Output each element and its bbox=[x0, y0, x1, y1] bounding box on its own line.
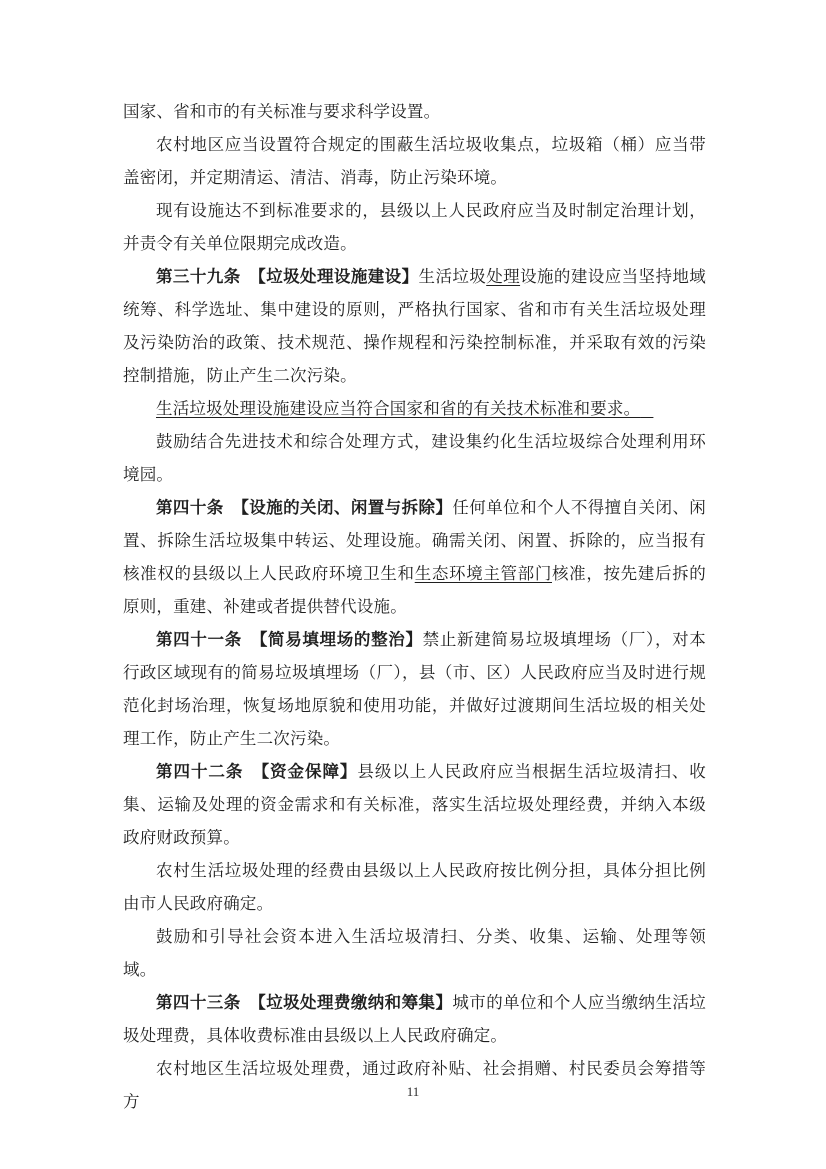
body-text: 任何单位和个人不得擅自关闭、闲置、拆除生活垃圾集中转运、处理设施。确需关闭、闲置、拆除的，应当报有核准权的县级以上人民政府环境卫生和 bbox=[123, 498, 706, 583]
paragraph bbox=[123, 491, 706, 623]
article-heading: 第三十九条 【垃圾处理设施建设】 bbox=[156, 267, 419, 286]
article-heading: 第四十一条 【简易填埋场的整治】 bbox=[156, 630, 423, 649]
body-text: 农村地区应当设置符合规定的围蔽生活垃圾收集点，垃圾箱（桶）应当带盖密闭，并定期清运、清洁、消毒，防止污染环境。 bbox=[123, 135, 706, 187]
underlined-text: 处理 bbox=[486, 267, 521, 286]
body-text: 县级以上人民政府应当根据生活垃圾清扫、收集、运输及处理的资金需求和有关标准，落实生活垃圾处理经费，并纳入本级政府财政预算。 bbox=[123, 762, 707, 847]
paragraph bbox=[123, 854, 706, 920]
body-text: 国家、省和市的有关标准与要求科学设置。 bbox=[123, 102, 441, 121]
paragraph bbox=[123, 128, 706, 194]
article-heading: 第四十条 【设施的关闭、闲置与拆除】 bbox=[156, 498, 453, 517]
body-text: 农村地区生活垃圾处理费，通过政府补贴、社会捐赠、村民委员会筹措等方 bbox=[123, 1059, 706, 1111]
body-text: 禁止新建简易垃圾填埋场（厂），对本行政区域现有的简易垃圾填埋场（厂），县（市、区）人民政府应当及时进行规范化封场治理，恢复场地原貌和使用功能，并做好过渡期间生活垃圾的相关处理工作，防止产生二次污染。 bbox=[123, 630, 707, 748]
underlined-text: 生活垃圾处理设施建设应当符合国家和省的有关技术标准和要求。 bbox=[156, 399, 641, 418]
paragraph bbox=[123, 425, 706, 491]
body-text: 核准，按先建后拆的原则，重建、补建或者提供替代设施。 bbox=[123, 564, 706, 616]
body-text: 农村生活垃圾处理的经费由县级以上人民政府按比例分担，具体分担比例由市人民政府确定。 bbox=[123, 861, 706, 913]
body-text: 城市的单位和个人应当缴纳生活垃圾处理费，具体收费标准由县级以上人民政府确定。 bbox=[123, 993, 706, 1045]
paragraph bbox=[123, 260, 706, 392]
body-text: 鼓励和引导社会资本进入生活垃圾清扫、分类、收集、运输、处理等领域。 bbox=[123, 927, 706, 979]
paragraph bbox=[123, 920, 706, 986]
underlined-text: 生态环境主管部门 bbox=[414, 564, 552, 583]
body-text: 现有设施达不到标准要求的，县级以上人民政府应当及时制定治理计划，并责令有关单位限期完成改造。 bbox=[123, 201, 706, 253]
paragraph bbox=[123, 986, 706, 1052]
paragraph bbox=[123, 392, 706, 425]
paragraph bbox=[123, 755, 706, 854]
article-heading: 第四十三条 【垃圾处理费缴纳和筹集】 bbox=[156, 993, 453, 1012]
document-body bbox=[123, 95, 706, 1118]
body-text: 设施的建设应当坚持地域统筹、科学选址、集中建设的原则，严格执行国家、省和市有关生活垃圾处理及污染防治的政策、技术规范、操作规程和污染控制标准，并采取有效的污染控制措施，防止产生二次污染。 bbox=[123, 267, 707, 385]
body-text: 生活垃圾 bbox=[418, 267, 487, 286]
paragraph bbox=[123, 623, 706, 755]
body-text: 鼓励结合先进技术和综合处理方式，建设集约化生活垃圾综合处理利用环境园。 bbox=[123, 432, 706, 484]
page-number: 11 bbox=[406, 1084, 420, 1099]
paragraph bbox=[123, 95, 706, 128]
paragraph bbox=[123, 194, 706, 260]
article-heading: 第四十二条 【资金保障】 bbox=[156, 762, 358, 781]
